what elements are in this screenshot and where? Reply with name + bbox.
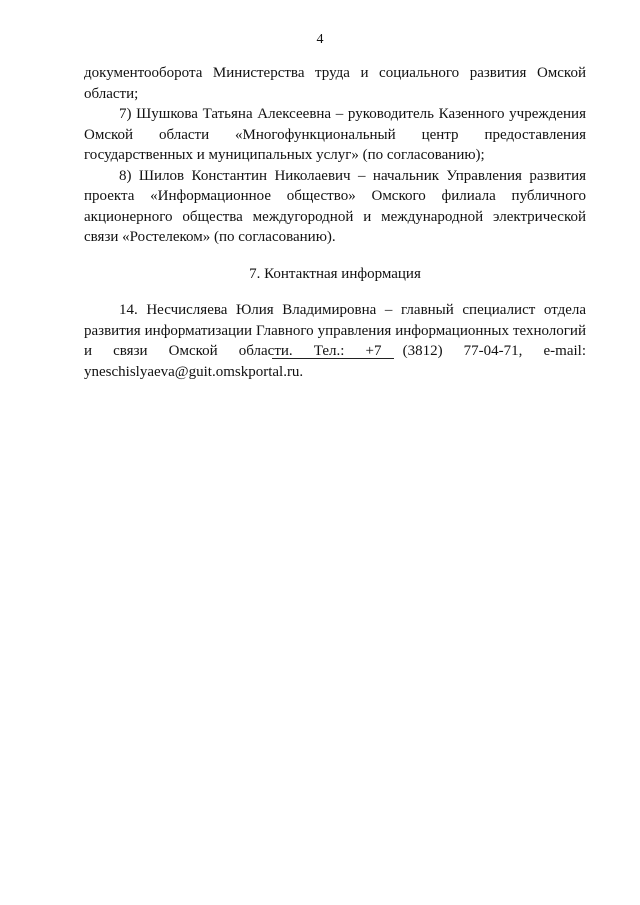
paragraph-item-8: 8) Шилов Константин Николаевич – начальник Управления развития проекта «Информационное общество» Омского филиала публичного акционерного общества междугородной и международной электрической связи «Ростелеком» (по согласованию). <box>84 167 586 245</box>
section-heading: 7. Контактная информация <box>249 265 421 282</box>
paragraph-continuation: документооборота Министерства труда и социального развития Омской области; <box>84 65 586 102</box>
paragraph-contact: 14. Несчисляева Юлия Владимировна – главный специалист отдела развития информатизации Главного управления информационных технологий и связи Омской области. Тел.: +7 (3812) 77-04-71, e-mail: yneschislyaeva@guit.omskportal.ru. <box>84 302 586 380</box>
page-number: 4 <box>316 32 324 47</box>
document-body <box>84 63 586 382</box>
paragraph-item-7: 7) Шушкова Татьяна Алексеевна – руководитель Казенного учреждения Омской области «Многофункциональный центр предоставления государственных и муниципальных услуг» (по согласованию); <box>84 106 586 163</box>
end-divider-line <box>272 358 394 359</box>
